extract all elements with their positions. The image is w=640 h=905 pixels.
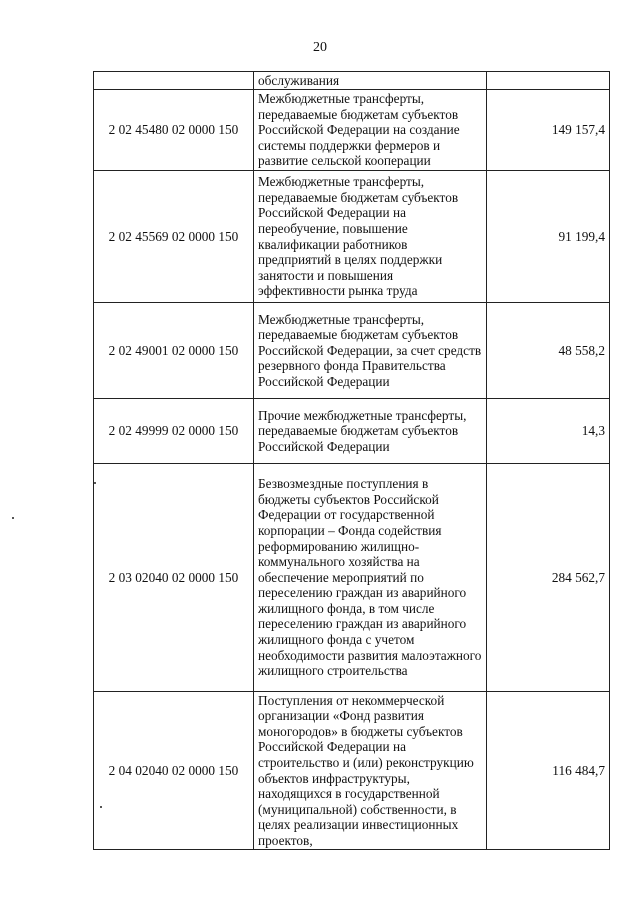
classification-code-cell: 2 02 49999 02 0000 150 (94, 399, 254, 464)
classification-code-cell: 2 02 45569 02 0000 150 (94, 171, 254, 303)
table-row (94, 72, 610, 90)
amount-cell: 91 199,4 (487, 171, 610, 303)
table-row (94, 90, 610, 171)
amount-cell: 149 157,4 (487, 90, 610, 171)
table-row (94, 464, 610, 692)
table-row (94, 171, 610, 303)
classification-code-cell (94, 72, 254, 90)
scan-speck (94, 482, 96, 484)
classification-code-cell: 2 02 45480 02 0000 150 (94, 90, 254, 171)
classification-code-cell: 2 03 02040 02 0000 150 (94, 464, 254, 692)
description-cell: Безвозмездные поступления в бюджеты субъектов Российской Федерации от государственной корпорации – Фонда содействия реформированию жилищно-коммунального хозяйства на обеспечение мероприятий по переселению граждан из аварийного жилищного фонда, в том числе переселению граждан из аварийного жилищного фонда с учетом необходимости развития малоэтажного жилищного строительства (254, 464, 487, 692)
description-cell: обслуживания (254, 72, 487, 90)
amount-cell: 116 484,7 (487, 692, 610, 850)
amount-cell: 48 558,2 (487, 303, 610, 399)
budget-revenue-table (93, 71, 610, 850)
classification-code-cell: 2 02 49001 02 0000 150 (94, 303, 254, 399)
scan-speck (100, 806, 102, 808)
scan-speck (12, 517, 14, 519)
amount-cell: 14,3 (487, 399, 610, 464)
table-row (94, 303, 610, 399)
table-row (94, 692, 610, 850)
classification-code-cell: 2 04 02040 02 0000 150 (94, 692, 254, 850)
description-cell: Прочие межбюджетные трансферты, передаваемые бюджетам субъектов Российской Федерации (254, 399, 487, 464)
amount-cell (487, 72, 610, 90)
description-cell: Межбюджетные трансферты, передаваемые бюджетам субъектов Российской Федерации на переобучение, повышение квалификации работников предприятий в целях поддержки занятости и повышения эффективности рынка труда (254, 171, 487, 303)
page-number: 20 (313, 40, 327, 55)
description-cell: Поступления от некоммерческой организации «Фонд развития моногородов» в бюджеты субъектов Российской Федерации на строительство и (или) реконструкцию объектов инфраструктуры, находящихся в государственной (муниципальной) собственности, в целях реализации инвестиционных проектов, (254, 692, 487, 850)
description-cell: Межбюджетные трансферты, передаваемые бюджетам субъектов Российской Федерации на создание системы поддержки фермеров и развитие сельской кооперации (254, 90, 487, 171)
table-row (94, 399, 610, 464)
description-cell: Межбюджетные трансферты, передаваемые бюджетам субъектов Российской Федерации, за счет средств резервного фонда Правительства Российской Федерации (254, 303, 487, 399)
amount-cell: 284 562,7 (487, 464, 610, 692)
